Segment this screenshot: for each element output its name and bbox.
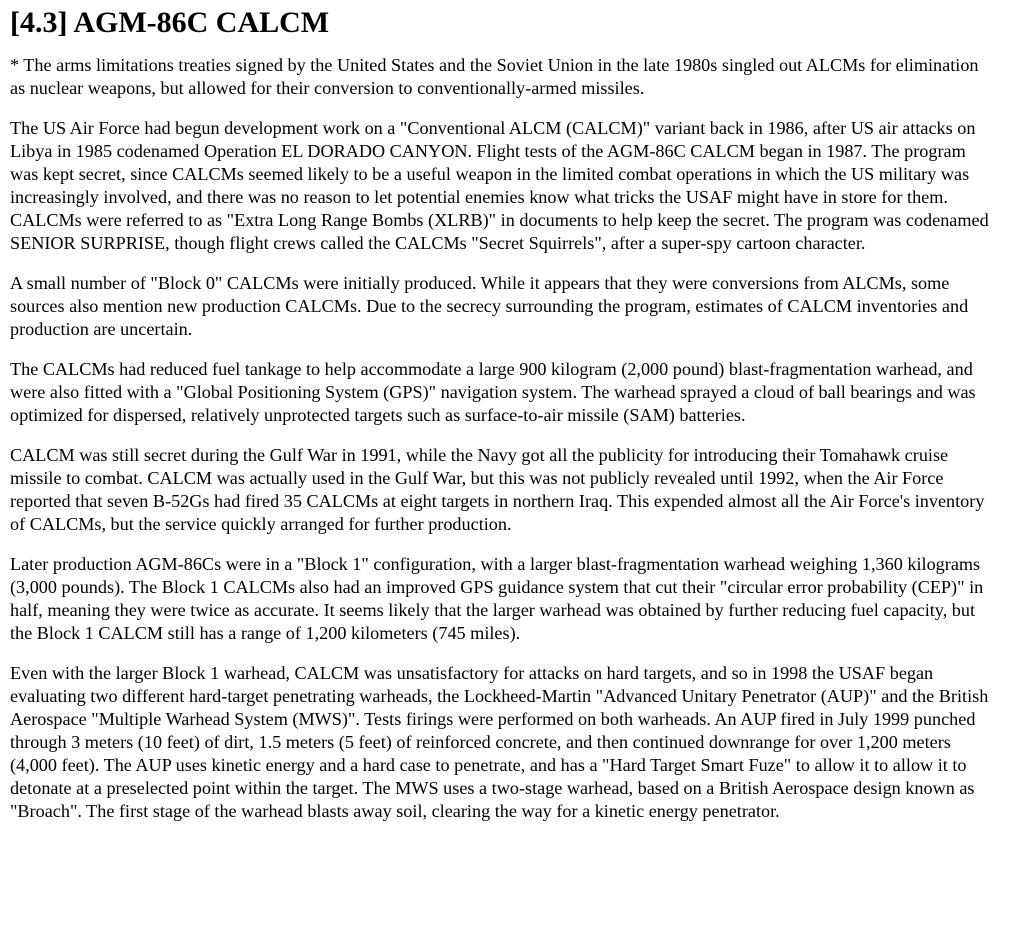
paragraph-block-1: Later production AGM-86Cs were in a "Block 1" configuration, with a larger blast-fragmentation warhead weighing 1,360 kilograms (3,000 pounds). The Block 1 CALCMs also had an improved GPS guidance system that cut their "circular error probability (CEP)" in half, meaning they were twice as accurate. It seems likely that the larger warhead was obtained by further reducing fuel capacity, but the Block 1 CALCM still has a range of 1,200 kilometers (745 miles). [10,554,984,643]
document-page [0,6,1011,823]
paragraph-treaty-limits: * The arms limitations treaties signed by the United States and the Soviet Union in the late 1980s singled out ALCMs for elimination as nuclear weapons, but allowed for their conversion to conventionally-armed missiles. [10,55,979,98]
section-heading: [4.3] AGM-86C CALCM [10,6,330,39]
paragraph-hard-target-warheads: Even with the larger Block 1 warhead, CALCM was unsatisfactory for attacks on hard targets, and so in 1998 the USAF began evaluating two different hard-target penetrating warheads, the Lockheed-Martin "Advanced Unitary Penetrator (AUP)" and the British Aerospace "Multiple Warhead System (MWS)". Tests firings were performed on both warheads. An AUP fired in July 1999 punched through 3 meters (10 feet) of dirt, 1.5 meters (5 feet) of reinforced concrete, and then continued downrange for over 1,200 meters (4,000 feet). The AUP uses kinetic energy and a hard case to penetrate, and has a "Hard Target Smart Fuze" to allow it to allow it to detonate at a preselected point within the target. The MWS uses a two-stage warhead, based on a British Aerospace design known as "Broach". The first stage of the warhead blasts away soil, clearing the way for a kinetic energy penetrator. [10,663,989,821]
paragraph-warhead-gps: The CALCMs had reduced fuel tankage to help accommodate a large 900 kilogram (2,000 pound) blast-fragmentation warhead, and were also fitted with a "Global Positioning System (GPS)" navigation system. The warhead sprayed a cloud of ball bearings and was optimized for dispersed, relatively unprotected targets such as surface-to-air missile (SAM) batteries. [10,359,976,425]
paragraph-gulf-war: CALCM was still secret during the Gulf War in 1991, while the Navy got all the publicity for introducing their Tomahawk cruise missile to combat. CALCM was actually used in the Gulf War, but this was not publicly revealed until 1992, when the Air Force reported that seven B-52Gs had fired 35 CALCMs at eight targets in northern Iraq. This expended almost all the Air Force's inventory of CALCMs, but the service quickly arranged for further production. [10,445,985,534]
paragraph-block-0: A small number of "Block 0" CALCMs were initially produced. While it appears that they were conversions from ALCMs, some sources also mention new production CALCMs. Due to the secrecy surrounding the program, estimates of CALCM inventories and production are uncertain. [10,273,969,339]
paragraph-calcm-development: The US Air Force had begun development work on a "Conventional ALCM (CALCM)" variant back in 1986, after US air attacks on Libya in 1985 codenamed Operation EL DORADO CANYON. Flight tests of the AGM-86C CALCM began in 1987. The program was kept secret, since CALCMs seemed likely to be a useful weapon in the limited combat operations in which the US military was increasingly involved, and there was no reason to let potential enemies know what tricks the USAF might have in store for them. CALCMs were referred to as "Extra Long Range Bombs (XLRB)" in documents to help keep the secret. The program was codenamed SENIOR SURPRISE, though flight crews called the CALCMs "Secret Squirrels", after a super-spy cartoon character. [10,118,989,253]
